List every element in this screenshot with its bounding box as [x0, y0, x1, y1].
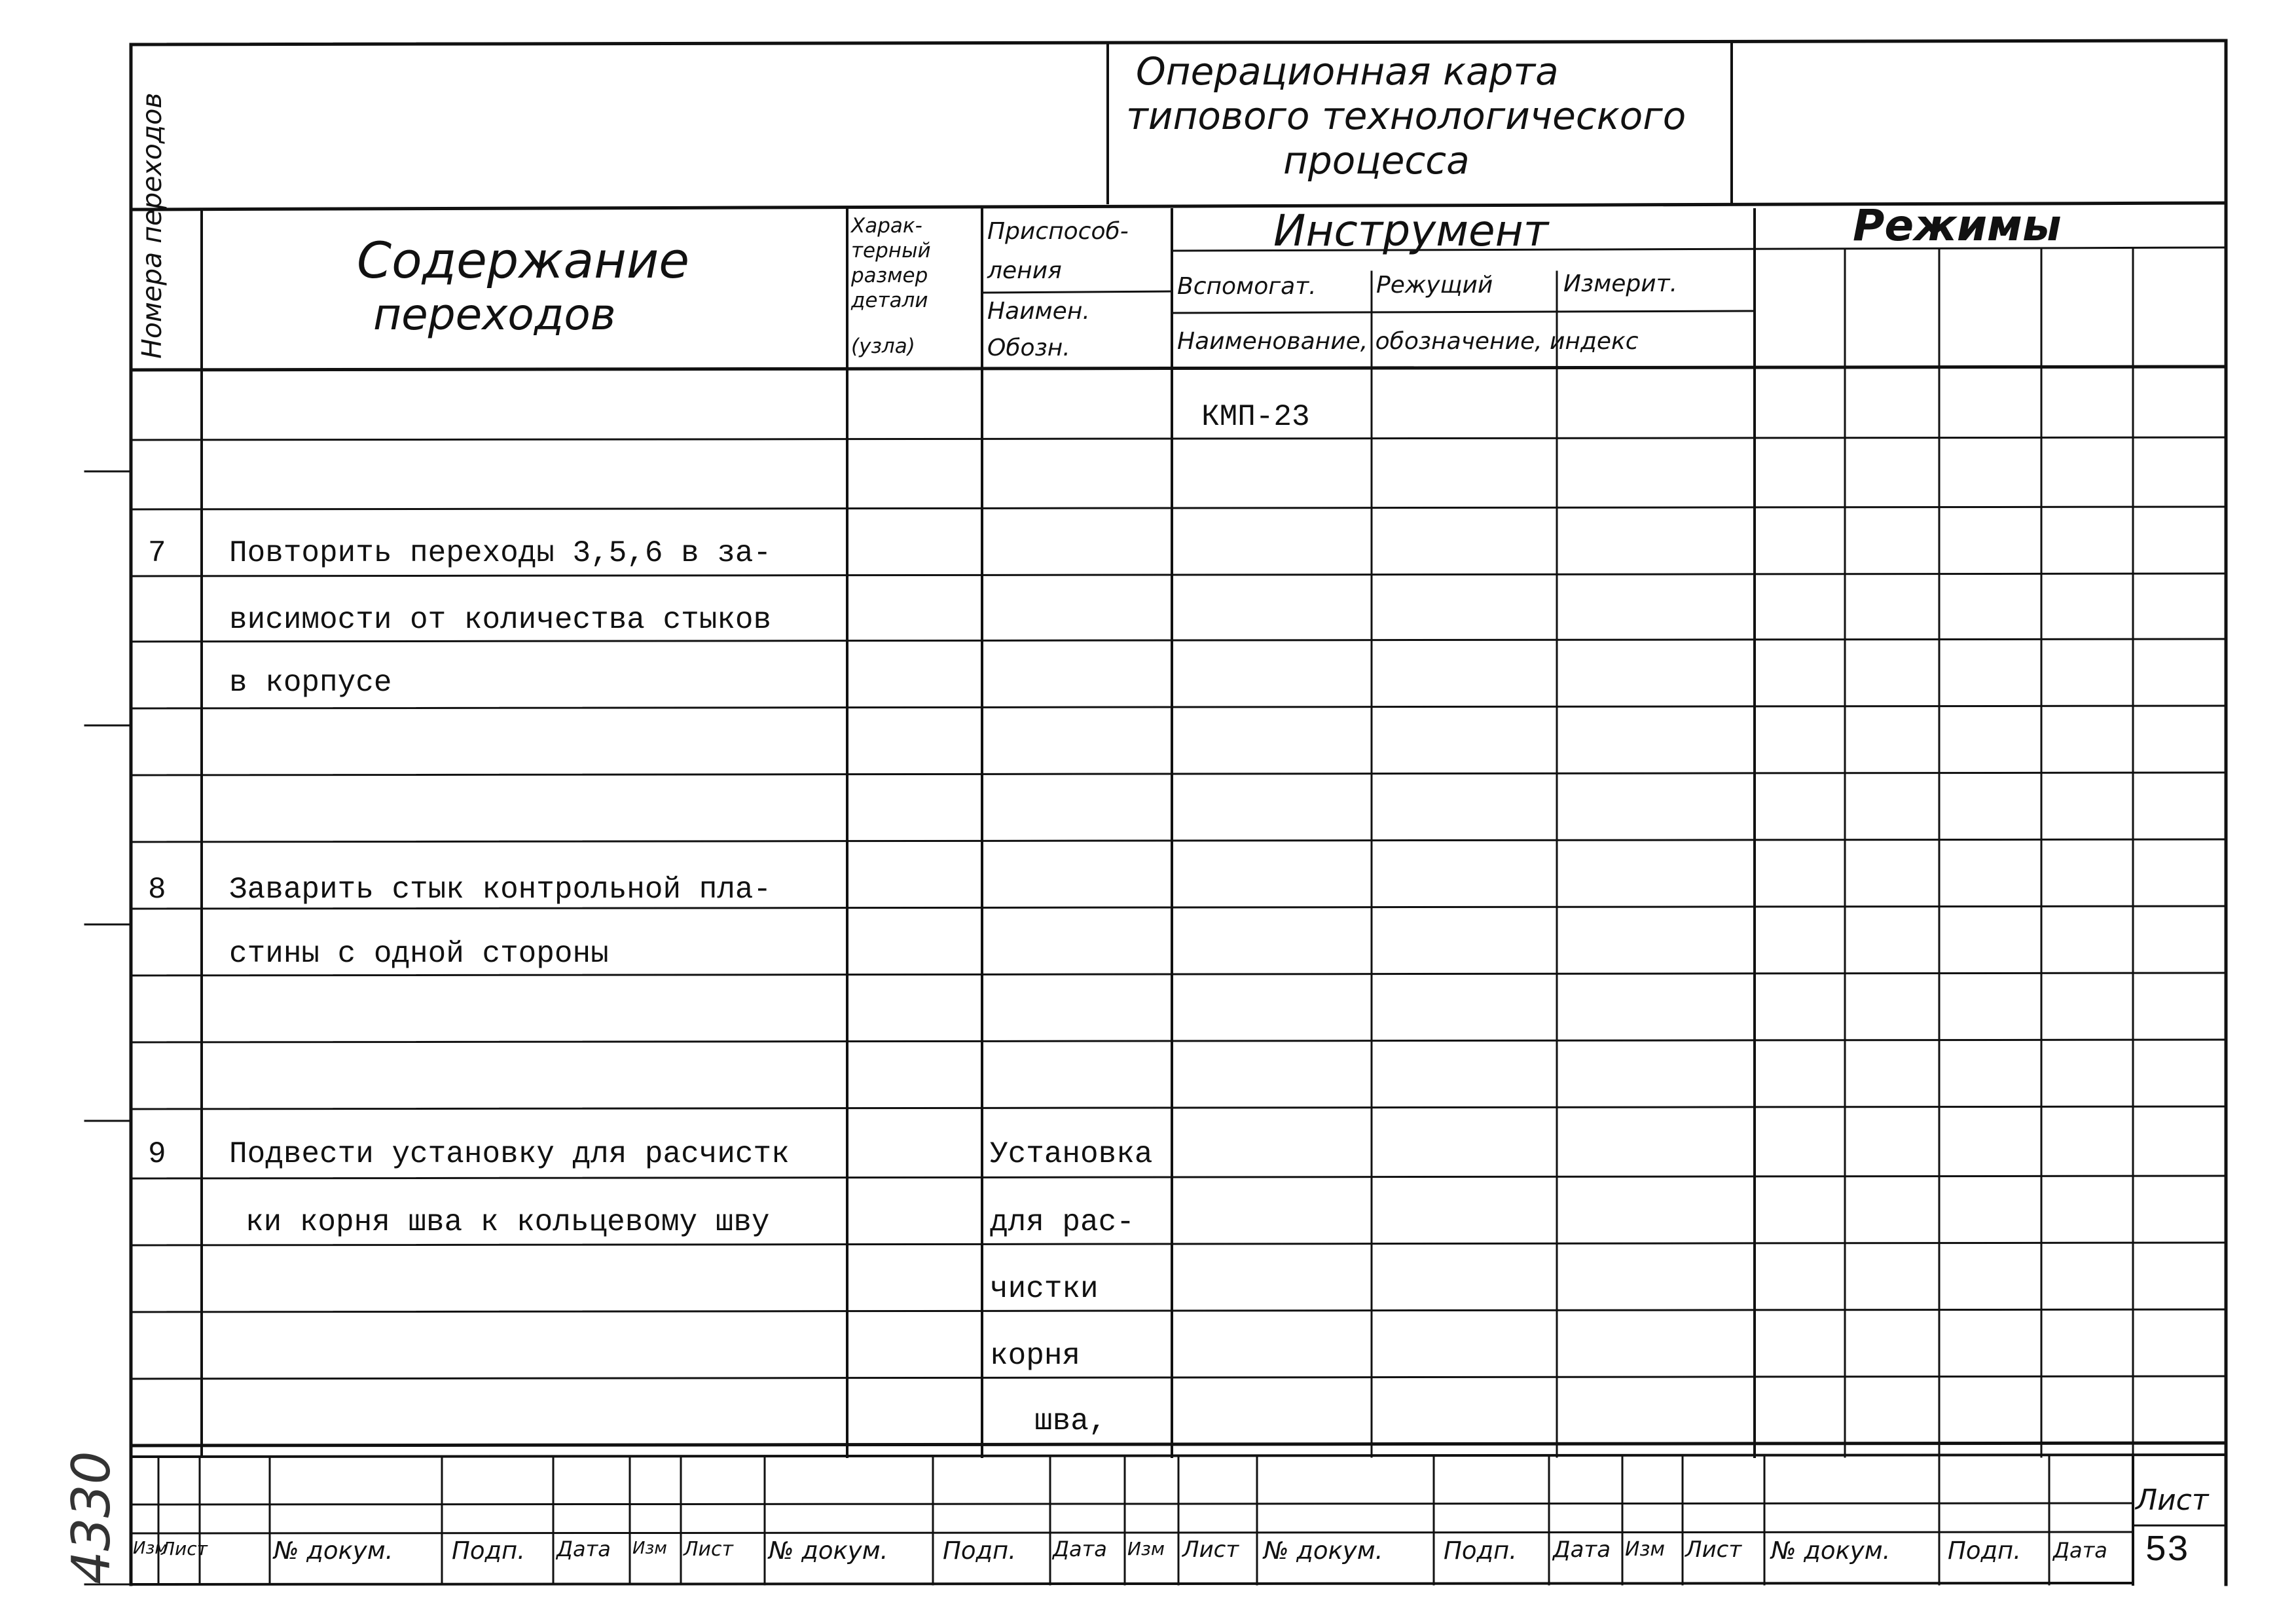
header-char-size-2: терный: [851, 239, 931, 263]
header-transition-number: Номера переходов: [136, 92, 168, 359]
stamp-label-3: № докум.: [274, 1537, 393, 1565]
sheet-label: Лист: [2136, 1484, 2209, 1517]
stamp-label-7: Лист: [683, 1538, 734, 1561]
header-fixtures-line-1: Приспособ-: [987, 218, 1129, 245]
stamp-label-10: Дата: [1053, 1537, 1107, 1561]
stamp-label-19: Подп.: [1948, 1537, 2021, 1565]
header-modes: Режимы: [1853, 200, 2062, 251]
stamp-label-15: Дата: [1553, 1537, 1611, 1563]
row-4-content: в корпусе: [229, 666, 392, 700]
stamp-label-8: № докум.: [769, 1537, 888, 1565]
stamp-label-12: Лист: [1182, 1537, 1239, 1563]
header-fixtures-sub-1: Наимен.: [987, 298, 1090, 325]
header-tool-sub: Наименование, обозначение, индекс: [1177, 328, 1639, 355]
header-content-line-1: Содержание: [357, 231, 689, 289]
stamp-label-6: Изм: [632, 1539, 667, 1558]
stamp-label-2: Лист: [161, 1538, 208, 1559]
row-8-fixture: для рас-: [990, 1205, 1135, 1239]
header-tool: Инструмент: [1273, 206, 1549, 256]
doc-title-line-3: процесса: [1283, 138, 1470, 183]
stamp-label-14: Подп.: [1444, 1537, 1517, 1565]
header-fixtures-sub-2: Обозн.: [987, 335, 1070, 361]
stamp-label-11: Изм: [1127, 1538, 1165, 1559]
header-char-size-4: детали: [851, 289, 928, 312]
header-tool-auxiliary: Вспомогат.: [1177, 273, 1317, 300]
row-5-number: 8: [148, 873, 166, 907]
row-2-number: 7: [148, 536, 166, 570]
stamp-label-4: Подп.: [452, 1537, 525, 1565]
sheet-number: 53: [2145, 1529, 2189, 1571]
row-6-content: стины с одной стороны: [229, 937, 609, 971]
header-tool-cutting: Режущий: [1376, 272, 1493, 299]
row-11-fixture: шва,: [1034, 1404, 1107, 1438]
header-tool-measuring: Измерит.: [1563, 270, 1678, 297]
header-fixtures-line-2: ления: [987, 257, 1062, 284]
stamp-label-17: Лист: [1685, 1537, 1742, 1563]
row-9-fixture: чистки: [990, 1272, 1099, 1306]
row-8-content: ки корня шва к кольцевому шву: [246, 1205, 770, 1239]
row-7-number: 9: [148, 1137, 166, 1171]
stamp-label-5: Дата: [556, 1537, 611, 1561]
header-char-size-5: (узла): [851, 335, 915, 358]
row-1-tool: КМП-23: [1201, 400, 1310, 434]
row-7-content: Подвести установку для расчистк: [229, 1137, 790, 1171]
margin-inventory-number: 4330: [61, 1451, 122, 1584]
header-char-size-3: размер: [851, 264, 928, 287]
stamp-label-13: № докум.: [1264, 1537, 1383, 1565]
stamp-label-20: Дата: [2053, 1538, 2107, 1563]
row-7-fixture: Установка: [990, 1137, 1153, 1171]
doc-title-line-2: типового технологического: [1126, 94, 1686, 138]
stamp-label-16: Изм: [1625, 1538, 1666, 1561]
stamp-label-1: Изм: [133, 1539, 168, 1558]
doc-title-line-1: Операционная карта: [1136, 49, 1559, 94]
row-3-content: висимости от количества стыков: [229, 603, 772, 637]
row-5-content: Заварить стык контрольной пла-: [229, 873, 772, 907]
row-2-content: Повторить переходы 3,5,6 в за-: [229, 536, 772, 570]
header-content-line-2: переходов: [373, 289, 616, 340]
stamp-label-9: Подп.: [943, 1537, 1016, 1565]
header-char-size-1: Харак-: [851, 214, 922, 238]
stamp-label-18: № докум.: [1771, 1537, 1891, 1565]
row-10-fixture: корня: [990, 1339, 1081, 1373]
